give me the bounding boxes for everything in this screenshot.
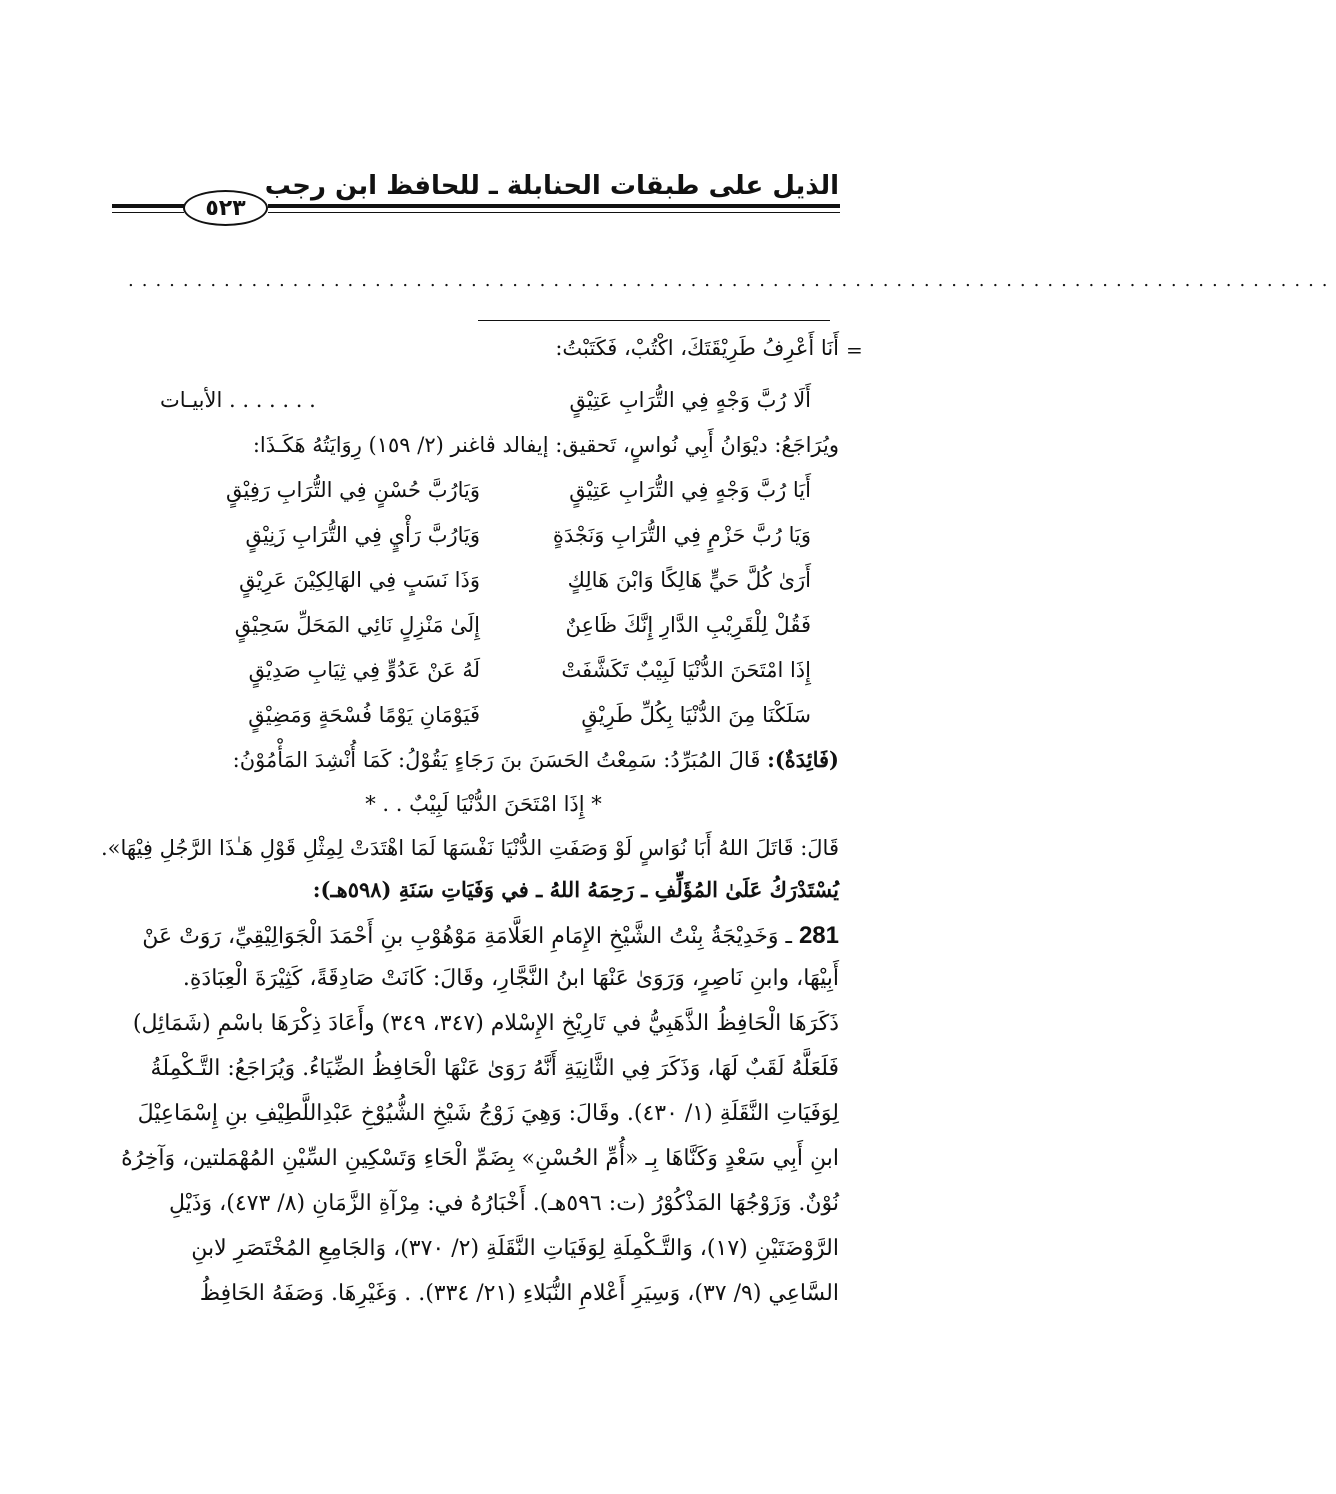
entry-line: ابنِ أَبِي سَعْدٍ وَكَنَّاهَا بِـ «أُمِّ الحُسْنِ» بِضَمِّ الْحَاءِ وَتَسْكِينِ السِّيْنِ المُهْمَلتين، وَآخِرُهُ bbox=[121, 1146, 839, 1171]
entry-line: أَبِيْهَا، وابنِ نَاصِرٍ، وَرَوَىٰ عَنْهَا ابنُ النَّجَّارِ، وقَالَ: كَانَتْ صَادِقَةً، كَثِيْرَةَ الْعِبَادَةِ. bbox=[182, 966, 839, 991]
verse-right: فَقُلْ لِلْقَرِيْبِ الدَّارِ إِنَّكَ ظَاعِنٌ bbox=[565, 613, 811, 637]
running-header-title: الذيل على طبقات الحنابلة ـ للحافظ ابن رجب bbox=[264, 171, 839, 201]
entry-line: الرَّوْضَتَيْنِ (١٧)، وَالتَّـكْمِلَةِ لِوَفَيَاتِ النَّقَلَةِ (٢/ ٣٧٠)، وَالجَامِعِ المُخْتَصَرِ لابنِ bbox=[191, 1236, 839, 1261]
footnote-rule bbox=[478, 320, 830, 321]
quote-etc: . . . . . . . الأبيـات bbox=[160, 388, 316, 412]
faida-text: قَالَ المُبَرِّدُ: سَمِعْتُ الحَسَنَ بنَ رَجَاءٍ يَقُوْلُ: كَمَا أُنْشِدَ المَأْمُوْنُ: bbox=[232, 748, 761, 772]
verse-right: سَلَكْنَا مِنَ الدُّنْيَا بِكُلِّ طَرِيْقٍ bbox=[581, 703, 811, 727]
entry-line: نُوْنٌ. وَزَوْجُهَا المَذْكُوْرُ (ت: ٥٩٦هـ). أَخْبَارُهُ في: مِرْآةِ الزَّمَانِ (٨/ ٤٧٣)، وَذَيْلِ bbox=[168, 1191, 839, 1216]
footnote-line-1: أَنَا أَعْرِفُ طَرِيْقَتَكَ، اكْتُبْ، فَكَتَبْتُ: bbox=[555, 336, 839, 360]
verse-left: لَهُ عَنْ عَدُوٍّ فِي ثِيَابِ صَدِيْقٍ bbox=[248, 658, 480, 682]
verse-right: أَرَىٰ كُلَّ حَيٍّ هَالِكًا وَابْنَ هَالِكٍ bbox=[567, 568, 811, 592]
entry-line: ذَكَرَهَا الْحَافِظُ الذَّهَبِيُّ في تَارِيْخِ الإِسْلام (٣٤٧، ٣٤٩) وأَعَادَ ذِكْرَهَا باسْمِ (شَمَائِل) bbox=[132, 1011, 839, 1036]
verse-right: إِذَا امْتَحَنَ الدُّنْيَا لَبِيْبٌ تَكَشَّفَتْ bbox=[561, 658, 811, 682]
entry-line: فَلَعَلَّهُ لَقَبٌ لَهَا، وَذَكَرَ فِي الثَّانِيَةِ أَنَّهُ رَوَىٰ عَنْهَا الْحَافِظُ الضِّيَاءُ. وَيُرَاجَعُ: التَّـكْمِلَةُ bbox=[150, 1056, 839, 1081]
verse-left: وَيَارُبَّ حُسْنٍ فِي التُّرَابِ رَفِيْقٍ bbox=[225, 478, 480, 502]
header-rule-left bbox=[112, 204, 184, 208]
entry-line-1 bbox=[128, 920, 839, 952]
verse-left: فَيَوْمَانِ يَوْمًا فُسْحَةٍ وَمَضِيْقٍ bbox=[248, 703, 480, 727]
entry-number: 281 bbox=[798, 922, 839, 949]
qala-line: قَالَ: قَاتَلَ اللهُ أَبَا نُوَاسٍ لَوْ وَصَفَتِ الدُّنْيَا نَفْسَهَا لَمَا اهْتَدَتْ لِمِثْلِ قَوْلِ هَـٰذَا الرَّجُلِ فِيْهَا». bbox=[100, 836, 839, 860]
entry-text: ـ وَخَدِيْجَةُ بِنْتُ الشَّيْخِ الإِمَامِ العَلَّامَةِ مَوْهُوْبِ بنِ أَحْمَدَ الْجَوَالِيْقِيِّ، رَوَتْ عَنْ bbox=[142, 924, 792, 949]
verse-left: وَذَا نَسَبٍ فِي الهَالِكِيْنَ عَرِيْقٍ bbox=[239, 568, 480, 592]
verse-right: وَيَا رُبَّ حَزْمٍ فِي التُّرَابِ وَنَجْدَةٍ bbox=[552, 523, 811, 547]
page-number: ٥٢٣ bbox=[183, 190, 268, 226]
source-line: ويُرَاجَعُ: ديْوَانُ أَبِي نُواسٍ، تَحقيق: إيفالد ڤاغنر (٢/ ١٥٩) رِوَايَتُهُ هَكَـذَا: bbox=[252, 433, 839, 457]
entry-line: لِوَفَيَاتِ النَّقَلَةِ (١/ ٤٣٠). وقَالَ: وَهِيَ زَوْجُ شَيْخِ الشُّيُوْخِ عَبْدِاللَّطِيْفِ بنِ إِسْمَاعِيْلَ bbox=[137, 1101, 839, 1126]
verse-right: أَيَا رُبَّ وَجْهٍ فِي التُّرَابِ عَتِيْقٍ bbox=[569, 478, 811, 502]
dotted-separator: ........................................................................................ bbox=[128, 270, 1336, 291]
entry-line: السَّاعِي (٩/ ٣٧)، وَسِيَرِ أَعْلامِ النُّبَلاءِ (٢١/ ٣٣٤). . وَغَيْرِهَا. وَصَفَهُ الحَافِظُ bbox=[199, 1281, 839, 1306]
faida-label: (فَائِدَةٌ): bbox=[767, 747, 839, 772]
faida-line bbox=[128, 746, 839, 774]
header-rule-left-thin bbox=[112, 212, 184, 213]
mustadrak-line: يُسْتَدْرَكُ عَلَىٰ المُؤَلِّفِ ـ رَحِمَهُ اللهُ ـ في وَفَيَاتِ سَنَةِ (٥٩٨هـ): bbox=[312, 877, 839, 902]
quote-center: * إِذَا امْتَحَنَ الدُّنْيَا لَبِيْبٌ . . * bbox=[365, 792, 602, 816]
verse-left: إِلَىٰ مَنْزِلٍ نَائِي المَحَلِّ سَحِيْقٍ bbox=[234, 613, 480, 637]
verse-left: وَيَارُبَّ رَأْيٍ فِي التُّرَابِ زَنِيْقٍ bbox=[245, 523, 480, 547]
footnote-continuation-mark: = bbox=[846, 338, 863, 362]
quote-first-hemistich: أَلَا رُبَّ وَجْهٍ فِي التُّرَابِ عَتِيْقٍ bbox=[569, 388, 811, 412]
header-rule-right bbox=[268, 204, 840, 208]
header-rule-right-thin bbox=[268, 212, 840, 213]
